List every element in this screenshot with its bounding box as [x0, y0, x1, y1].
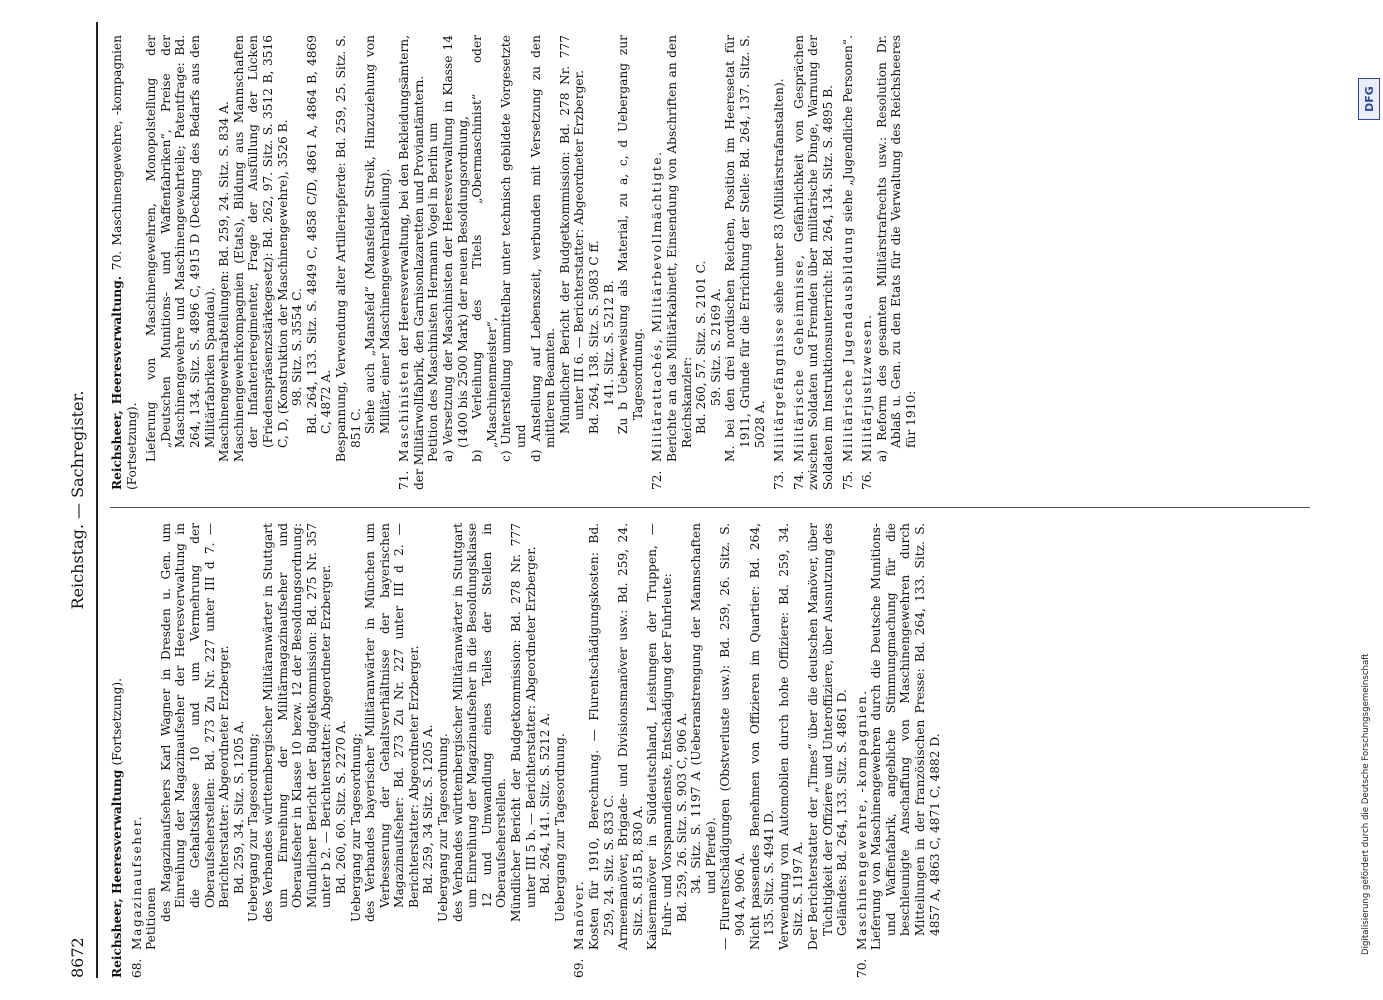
- section-title: Militärgefängnisse: [772, 317, 787, 462]
- section-line: des Verbandes württembergischer Militäranwärter in Stuttgart um Einreihung der Magazinaufseher in die Besoldungsklasse 12 und Umwandlung eines Teiles der Stellen in Oberaufseherstellen.: [450, 523, 509, 922]
- section-line: Bd. 260, 60. Sitz. S. 2270 A.: [333, 720, 348, 894]
- section-line: a) Reform des gesamten Militärstrafrechts usw.: Resolution Dr. Ablaß u. Gen. zu den Etats für die Verwaltung des Reichsheeres für 1910:: [874, 35, 918, 462]
- section-line: Mündlicher Bericht der Budgetkommission: Bd. 278 Nr. 777 unter III 6. — Berichterstatter: Abgeordneter Erzberger.: [557, 35, 587, 434]
- section-number: 71.: [397, 470, 412, 490]
- section-line: Bd. 259, 34. Sitz. S. 1205 A.: [231, 720, 246, 894]
- section-number: 70.: [854, 958, 869, 978]
- section-line: Zu b Ueberweisung als Material, zu a, c, d Uebergang zur Tagesordnung.: [616, 35, 645, 434]
- section-line: Uebergang zur Tagesordnung;: [246, 732, 261, 922]
- section-line: Lieferung von Maschinengewehren, Monopolstellung der „Deutschen Munitions- und Waffenfabriken“, Preise der Maschinengewehre und Maschinengewehrteile; Patentfrage: Bd. 264, 134. Sitz. S. 4896 C, 4915 D (Deckung des Bedarfs aus den Militärfabriken Spandau).: [144, 35, 217, 462]
- section-line: c) Unterstellung unmittelbar unter technisch gebildete Vorgesetzte und: [499, 35, 529, 462]
- left-heading-rest: (Fortsetzung).: [110, 677, 124, 766]
- section-line: 34. Sitz. S. 1197 A (Ueberanstrengung der Mannschaften und Pferde).: [689, 523, 718, 894]
- funding-note: Digitalisierung gefördert durch die Deutsche Forschungsgemeinschaft: [1361, 653, 1371, 955]
- section-line: der Heeresverwaltung, bei den Bekleidungsämtern, der Militärwollfabrik, den Garnisonlazaretten und Proviantämtern.: [397, 35, 426, 490]
- section-line: d) Anstellung auf Lebenszeit, verbunden mit Versetzung zu den mittleren Beamten.: [528, 35, 558, 462]
- section-line: des Magazinaufsehers Karl Wagner in Dresden u. Gen. um Einreihung der Magazinaufseher der Heeresverwaltung in die Gehaltsklasse 10 und um Vermehrung der Oberaufseherstellen: Bd. 273 Zu Nr. 227 unter III d 7. — Berichterstatter: Abgeordneter Erzberger.: [158, 523, 232, 922]
- sidebar-rotated: [1353, 0, 1383, 1000]
- section-title: Magazinaufseher.: [129, 814, 144, 950]
- section-line: Uebergang zur Tagesordnung.: [552, 733, 567, 922]
- section-line: siehe „Jugendliche Personen“.: [840, 35, 855, 222]
- section-line: Mündlicher Bericht der Budgetkommission: Bd. 278 Nr. 777 unter III 5 b. — Berichterstatter: Abgeordneter Erzberger.: [509, 523, 538, 922]
- right-column-heading: [110, 35, 139, 490]
- section-line: a) Versetzung der Maschinisten der Heeresverwaltung in Klasse 14 (1400 bis 2500 Mark) der neuen Besoldungsordnung,: [441, 35, 470, 462]
- section-74: [792, 35, 836, 490]
- right-heading-bold: Reichsheer, Heeresverwaltung.: [110, 275, 124, 490]
- page-number: 8672: [67, 937, 87, 978]
- section-title: Militärische Jugendausbildung: [840, 225, 855, 462]
- section-number: 72.: [650, 470, 665, 490]
- column-divider: [110, 507, 1310, 508]
- section-title: Militärattachés, Militärbevollmächtigte.: [650, 150, 665, 462]
- dfg-logo: DFG: [1358, 78, 1380, 120]
- section-line: 141. Sitz. S. 5212 B.: [601, 280, 616, 406]
- section-line: Uebergang zur Tagesordnung;: [348, 732, 363, 922]
- section-line: Nicht passendes Benehmen von Offizieren im Quartier: Bd. 264, 135. Sitz. S. 4941 D.: [747, 523, 777, 950]
- section-line: Bd. 264, 141. Sitz. S. 5212 A.: [538, 712, 553, 894]
- section-line: Bd. 260, 57. Sitz. S. 2101 C.: [694, 260, 709, 434]
- section-76: [860, 35, 918, 490]
- section-line: Berichte an das Militärkabinett, Einsendung von Abschriften an den Reichskanzler:: [664, 35, 694, 462]
- section-line: des Verbandes württembergischer Militäranwärter in Stuttgart um Einreihung der Militärmagazinaufseher und Oberaufseher in Klasse 10 bezw. 12 der Besoldungsordnung: Mündlicher Bericht der Budgetkommission: Bd. 275 Nr. 357 unter b 2. — Berichterstatter: Abgeordneter Erzberger.: [260, 523, 334, 922]
- section-line: Maschinengewehrkompagnien (Etats), Bildung aus Mannschaften der Infanterieregimenter, Frage der Ausfüllung der Lücken (Friedenspräsenzstärkegesetz): Bd. 262, 97. Sitz. S. 3512 B, 3516 C, D, (Konstruktion der Maschinengewehre), 3526 B.: [231, 35, 290, 462]
- text-columns: [110, 22, 1310, 978]
- section-line: Verwendung von Automobilen durch hohe Offiziere: Bd. 259, 34. Sitz. S. 1197 A.: [776, 523, 806, 950]
- section-line: 98. Sitz. S. 3554 C.: [290, 288, 305, 406]
- left-heading-bold: Reichsheer, Heeresverwaltung: [110, 769, 124, 978]
- section-line: Kaisermanöver in Süddeutschland, Leistungen der Truppen, — Fuhr- und Vorspanndienste, Entschädigung der Fuhrleute:: [645, 523, 674, 950]
- digitization-sidebar: [1353, 0, 1383, 1000]
- section-70: [855, 523, 943, 978]
- section-line: M. bei den drei nordischen Reichen, Position im Heeresetat für 1911, Gründe für die Errichtung der Stelle: Bd. 264, 137. Sitz. S. 5028 A.: [723, 35, 767, 462]
- section-line: siehe unter 83 (Militärstrafanstalten).: [772, 78, 787, 314]
- page-header: [64, 22, 90, 978]
- section-73: [772, 35, 787, 490]
- section-number: 74.: [791, 470, 806, 490]
- right-column: [110, 35, 1310, 490]
- section-number: 76.: [860, 470, 875, 490]
- section-number: 73.: [772, 470, 787, 490]
- section-line: Bespannung, Verwendung alter Artilleriepferde: Bd. 259, 25. Sitz. S. 851 C.: [333, 35, 363, 462]
- header-rule: [96, 22, 98, 978]
- left-column-heading: [110, 523, 125, 978]
- document-page: [22, 22, 1342, 978]
- section-line: Petition des Maschinisten Hermann Vogel in Berlin um: [426, 122, 441, 462]
- section-line: Lieferung von Maschinengewehren durch die Deutsche Munitions- und Waffenfabrik, angebliche Stimmungmachung für die beschleunigte Anschaffung von Maschinengewehren durch Mitteilungen in der französischen Presse: Bd. 264, 133. Sitz. S. 4857 A, 4863 C, 4871 C, 4882 D.: [869, 523, 942, 950]
- section-line: Petitionen: [144, 887, 159, 950]
- section-title: Maschinisten: [397, 360, 412, 462]
- section-title: Manöver.: [572, 879, 587, 950]
- section-line: Gefährlichkeit von Gesprächen zwischen Soldaten und Fremden über militärische Dinge, Warnung der Soldaten im Instruktionsunterricht: Bd. 264, 134. Sitz. S. 4895 B.: [791, 35, 835, 490]
- section-71: [397, 35, 645, 490]
- section-line: Bd. 264, 138. Sitz. S. 5083 C ff.: [587, 240, 601, 434]
- section-title: Militärjustizwesen.: [860, 313, 875, 462]
- section-title: Maschinengewehre, -kompagnien.: [854, 689, 869, 950]
- section-line: des Verbandes bayerischer Militäranwärter in München um Verbesserung der Gehaltsverhältnisse der bayerischen Magazinaufseher: Bd. 273 Zu Nr. 227 unter III d 2. — Berichterstatter: Abgeordneter Erzberger.: [363, 523, 421, 922]
- section-line: Kosten für 1910, Berechnung. — Flurentschädigungskosten: Bd. 259, 24. Sitz. S. 833 C.: [587, 523, 616, 950]
- running-title: Reichstag. — Sachregister.: [67, 390, 87, 610]
- section-line: Bd. 259, 26. Sitz. S. 903 C, 906 A.: [674, 712, 689, 922]
- section-line: Uebergang zur Tagesordnung.: [436, 733, 451, 922]
- section-70-continued: [144, 35, 392, 490]
- section-72: [650, 35, 767, 490]
- left-column: [110, 523, 1310, 978]
- section-line: Armeemanöver, Brigade- und Divisionsmanöver usw.: Bd. 259, 24. Sitz. S. 815 B, 830 A.: [616, 523, 645, 950]
- section-line: Bd. 264, 133. Sitz. S. 4849 C, 4858 C/D, 4861 A, 4864 B, 4869 C, 4872 A.: [304, 35, 334, 434]
- section-line: 59. Sitz. S. 2169 A.: [708, 288, 723, 406]
- section-line: Maschinengewehrabteilungen: Bd. 259, 24. Sitz. S. 834 A.: [217, 101, 232, 462]
- section-number: 68.: [129, 958, 144, 978]
- section-line: Bd. 259, 34 Sitz. S. 1205 A.: [421, 724, 436, 894]
- section-number: 69.: [572, 958, 587, 978]
- section-75: [841, 35, 856, 490]
- section-number: 75.: [840, 470, 855, 490]
- section-title: Militärische Geheimnisse,: [791, 253, 806, 462]
- section-line: — Flurentschädigungen (Obstverluste usw.): Bd. 259, 26. Sitz. S. 904 A, 906 A.: [718, 523, 747, 950]
- section-line: Siehe auch „Mansfeld“ (Mansfelder Streik, Hinzuziehung von Militär, einer Maschinengewehrabteilung).: [363, 35, 392, 434]
- section-68: [130, 523, 568, 978]
- right-heading-rest: 70. Maschinengewehre, -kompagnien (Fortsetzung).: [110, 35, 139, 490]
- section-line: b) Verleihung des Titels „Obermaschinist“ oder „Maschinenmeister“,: [470, 35, 499, 462]
- section-69: [572, 523, 849, 978]
- section-line: Der Berichterstatter der „Times“ über die deutschen Manöver, über Tüchtigkeit der Offiziere und Unteroffiziere, über Ausnutzung des Geländes: Bd. 264, 133. Sitz. S. 4861 D.: [805, 523, 850, 950]
